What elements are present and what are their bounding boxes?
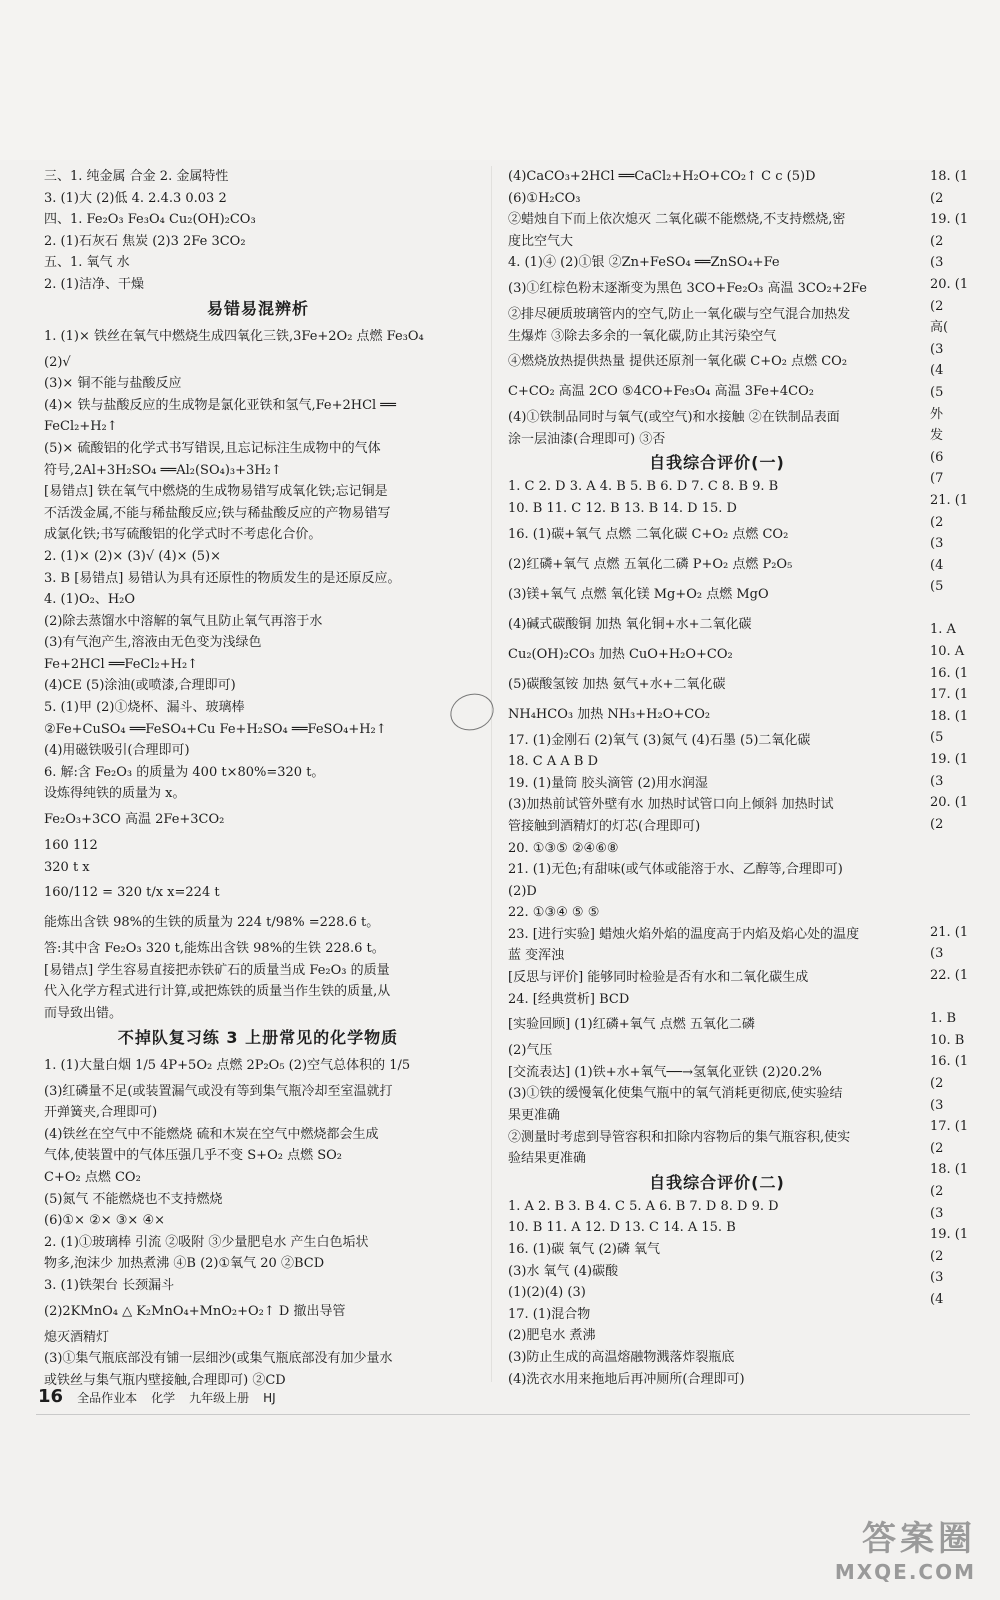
answer-line: (2)肥皂水 煮沸 (508, 1328, 596, 1344)
answer-line: (3)水 氧气 (4)碳酸 (508, 1263, 619, 1279)
answer-line: (4)①铁制品同时与氧气(或空气)和水接触 ②在铁制品表面 (508, 410, 840, 426)
answer-line: 17. (1 (930, 687, 969, 703)
section-heading-self-eval-2: 自我综合评价(二) (649, 1172, 785, 1192)
answer-line: 而导致出错。 (44, 1006, 123, 1021)
answer-line: 高( (930, 320, 949, 336)
answer-line: 2. (1)石灰石 焦炭 (2)3 2Fe 3CO₂ (44, 233, 246, 249)
answer-line: (1)(2)(4) (3) (508, 1285, 586, 1301)
answer-line: 18. C A A B D (508, 754, 599, 770)
answer-line: (3)× 铜不能与盐酸反应 (44, 376, 182, 392)
answer-line: (3)加热前试管外壁有水 加热时试管口向上倾斜 加热时试 (508, 797, 834, 813)
answer-line: 四、1. Fe₂O₃ Fe₃O₄ Cu₂(OH)₂CO₃ (44, 212, 256, 228)
answer-line: 19. (1)量筒 胶头滴管 (2)用水润湿 (508, 775, 708, 791)
answer-line: (4 (930, 557, 944, 573)
answer-line: (3)①铁的缓慢氧化使集气瓶中的氧气消耗更彻底,使实验结 (508, 1086, 843, 1102)
answer-line: (6)①× ②× ③× ④× (44, 1213, 165, 1229)
answer-line: 1. B (930, 1011, 957, 1027)
subject-label: 化学 (151, 1391, 176, 1405)
answer-line: (2 (930, 190, 944, 206)
page-number: 16 (38, 1386, 64, 1407)
answer-line: (4)CaCO₃+2HCl ══CaCl₂+H₂O+CO₂↑ C c (5)D (508, 169, 816, 184)
answer-line: (4)× 铁与盐酸反应的生成物是氯化亚铁和氢气,Fe+2HCl ══ (44, 397, 396, 413)
answer-line: 能炼出含铁 98%的生铁的质量为 224 t/98% =228.6 t。 (44, 915, 380, 931)
answer-line: 19. (1 (930, 752, 969, 768)
answer-line: 1. A (930, 622, 956, 638)
answer-line: (2 (930, 1183, 944, 1199)
answer-line: (5 (930, 730, 944, 746)
answer-line (930, 598, 1000, 620)
answer-line: C+O₂ 点燃 CO₂ (44, 1169, 141, 1185)
answer-line: 2. (1)洁净、干燥 (44, 276, 144, 292)
answer-line: (2 (930, 1140, 944, 1156)
answer-line: 17. (1)金刚石 (2)氧气 (3)氮气 (4)石墨 (5)二氧化碳 (508, 732, 811, 748)
answer-line: ④燃烧放热提供热量 提供还原剂一氧化碳 C+O₂ 点燃 CO₂ (508, 354, 848, 370)
answer-line: (4 (930, 363, 944, 379)
site-watermark-logo (766, 1511, 976, 1584)
answer-line: 20. (1 (930, 795, 969, 811)
answer-line: 1. A 2. B 3. B 4. C 5. A 6. B 7. D 8. D 9. D (508, 1198, 779, 1214)
answer-line: (2)气压 (508, 1043, 553, 1059)
answer-line: 答:其中含 Fe₂O₃ 320 t,能炼出含铁 98%的生铁 228.6 t。 (44, 941, 385, 957)
answer-line: 3. B [易错点] 易错认为具有还原性的物质发生的是还原反应。 (44, 570, 401, 586)
answer-line: ②排尽硬质玻璃管内的空气,防止一氧化碳与空气混合加热发 (508, 306, 851, 322)
answer-line: 20. (1 (930, 276, 969, 292)
answer-line: (4)CE (5)涂油(或喷漆,合理即可) (44, 678, 236, 694)
answer-line: 4. (1)O₂、H₂O (44, 592, 136, 608)
answer-line: (3)①红棕色粉末逐渐变为黑色 3CO+Fe₂O₃ 高温 3CO₂+2Fe (508, 280, 867, 296)
answer-line: 10. B 11. A 12. D 13. C 14. A 15. B (508, 1220, 736, 1236)
book-title: 全品作业本 (77, 1391, 138, 1405)
answer-line: (5)× 硫酸铝的化学式书写错误,且忘记标注生成物中的气体 (44, 440, 381, 456)
left-column (44, 166, 472, 1391)
answer-line: 16. (1)碳 氧气 (2)磷 氧气 (508, 1242, 661, 1257)
answer-line: 23. [进行实验] 蜡烛火焰外焰的温度高于内焰及焰心处的温度 (508, 926, 860, 942)
answer-line: (2 (930, 816, 944, 832)
grade-label: 九年级上册 (189, 1391, 250, 1405)
answer-line: ②蜡烛自下而上依次熄灭 二氧化碳不能燃烧,不支持燃烧,密 (508, 212, 846, 228)
answer-line: 果更准确 (508, 1108, 561, 1124)
answer-line: 16. (1)碳+氧气 点燃 二氧化碳 C+O₂ 点燃 CO₂ (508, 526, 789, 542)
section-heading-review-3: 不掉队复习练 3 上册常见的化学物质 (117, 1027, 399, 1047)
answer-line: 生爆炸 ③除去多余的一氧化碳,防止其污染空气 (508, 328, 777, 344)
answer-line: (3)有气泡产生,溶液由无色变为浅绿色 (44, 635, 262, 651)
answer-line: 1. (1)大量白烟 1/5 4P+5O₂ 点燃 2P₂O₅ (2)空气总体积的 1/5 (44, 1057, 411, 1073)
equation-line: 160/112 = 320 t/x x=224 t (44, 885, 220, 901)
answer-line: (2 (930, 514, 944, 530)
answer-line: [易错点] 学生容易直接把赤铁矿石的质量当成 Fe₂O₃ 的质量 (44, 962, 390, 978)
answer-line (930, 987, 1000, 1009)
answer-line: 五、1. 氧气 水 (44, 255, 130, 271)
answer-line: (6 (930, 449, 944, 465)
answer-line: (4)洗衣水用来拖地后再冲厕所(合理即可) (508, 1371, 745, 1387)
answer-line: (2 (930, 298, 944, 314)
answer-line: 17. (1 (930, 1119, 969, 1135)
section-heading-error-analysis: 易错易混辨析 (206, 298, 309, 318)
answer-line: (5 (930, 579, 944, 595)
answer-line: (7 (930, 471, 944, 487)
answer-line: 符号,2Al+3H₂SO₄ ══Al₂(SO₄)₃+3H₂↑ (44, 462, 282, 478)
right-column-cropped (930, 166, 1000, 1310)
answer-line: (4)铁丝在空气中不能燃烧 硫和木炭在空气中燃烧都会生成 (44, 1126, 379, 1142)
answer-line: 18. (1 (930, 1162, 969, 1178)
answer-line: ②测量时考虑到导管容积和扣除内容物后的集气瓶容积,使实 (508, 1129, 851, 1145)
answer-line (930, 900, 1000, 922)
answer-line: 发 (930, 428, 944, 444)
answer-line: (3 (930, 341, 944, 357)
answer-line: 18. (1 (930, 169, 969, 184)
answer-line: 验结果更准确 (508, 1151, 587, 1167)
equation-line: Fe₂O₃+3CO 高温 2Fe+3CO₂ (44, 812, 225, 828)
answer-line: (3 (930, 1097, 944, 1113)
blank-top-area (0, 0, 1000, 160)
equation-line: 160 112 (44, 838, 98, 854)
answer-line: 管接触到酒精灯的灯芯(合理即可) (508, 818, 701, 834)
watermark-url: MXQE.COM (834, 1560, 976, 1584)
answer-line: (2 (930, 1075, 944, 1091)
answer-line: (2)D (508, 883, 537, 899)
answer-line: (4 (930, 1291, 944, 1307)
answer-line: [实验回顾] (1)红磷+氧气 点燃 五氧化二磷 (508, 1017, 755, 1033)
watermark-text: 答案圈 (862, 1519, 976, 1559)
answer-line: (2)除去蒸馏水中溶解的氧气且防止氧气再溶于水 (44, 613, 323, 629)
answer-line: 3. (1)大 (2)低 4. 2.4.3 0.03 2 (44, 190, 227, 206)
answer-line: 18. (1 (930, 708, 969, 724)
answer-line: 16. (1 (930, 665, 969, 681)
answer-line: 1. (1)× 铁丝在氧气中燃烧生成四氧化三铁,3Fe+2O₂ 点燃 Fe₃O₄ (44, 328, 424, 344)
answer-line: [交流表达] (1)铁+水+氧气──→氢氧化亚铁 (2)20.2% (508, 1064, 822, 1080)
answer-line: 4. (1)④ (2)①银 ②Zn+FeSO₄ ══ZnSO₄+Fe (508, 255, 780, 271)
answer-line: (3 (930, 946, 944, 962)
answer-line: [易错点] 铁在氧气中燃烧的生成物易错写成氧化铁;忘记铜是 (44, 484, 388, 500)
answer-line: 设炼得纯铁的质量为 x。 (44, 786, 186, 802)
middle-column (508, 166, 926, 1390)
answer-line (930, 879, 1000, 901)
answer-line: 度比空气大 (508, 233, 574, 249)
answer-line: 10. B 11. C 12. B 13. B 14. D 15. D (508, 500, 737, 516)
answer-line: 16. (1 (930, 1054, 969, 1070)
page-footer (38, 1386, 968, 1407)
column-divider (491, 166, 492, 1382)
answer-line: 涂一层油漆(合理即可) ③否 (508, 431, 666, 447)
answer-line: (5 (930, 384, 944, 400)
answer-line: (2 (930, 1248, 944, 1264)
answer-line: 21. (1 (930, 492, 969, 508)
answer-line: Fe+2HCl ══FeCl₂+H₂↑ (44, 656, 199, 672)
answer-line: 10. A (930, 644, 965, 660)
answer-line: (3 (930, 1205, 944, 1221)
answer-line: 22. ①③④ ⑤ ⑤ (508, 905, 600, 921)
answer-line: (2)√ (44, 354, 71, 370)
answer-line: (3)红磷量不足(或装置漏气或没有等到集气瓶冷却至室温就打 (44, 1083, 393, 1099)
answer-line: FeCl₂+H₂↑ (44, 419, 118, 435)
answer-line: (3)防止生成的高温熔融物溅落炸裂瓶底 (508, 1349, 735, 1365)
footer-rule (36, 1414, 970, 1415)
answer-line: (5)氮气 不能燃烧也不支持燃烧 (44, 1191, 223, 1207)
answer-line: (3 (930, 255, 944, 271)
answer-line: 21. (1 (930, 924, 969, 940)
answer-line: 21. (1)无色;有甜味(或气体或能溶于水、乙醇等,合理即可) (508, 862, 843, 878)
answer-line: 1. C 2. D 3. A 4. B 5. B 6. D 7. C 8. B 9. B (508, 479, 779, 495)
answer-line: (3 (930, 1270, 944, 1286)
answer-line: 不活泼金属,不能与稀盐酸反应;铁与稀盐酸反应的产物易错写 (44, 505, 391, 521)
answer-line: 5. (1)甲 (2)①烧杯、漏斗、玻璃棒 (44, 700, 245, 716)
answer-line: (3 (930, 773, 944, 789)
answer-line: 物多,泡沫少 加热煮沸 ④B (2)①氧气 20 ②BCD (44, 1256, 325, 1272)
answer-line: (2)红磷+氧气 点燃 五氧化二磷 P+O₂ 点燃 P₂O₅ (508, 556, 793, 572)
answer-line: 三、1. 纯金属 合金 2. 金属特性 (44, 169, 229, 184)
answer-line: 20. ①③⑤ ②④⑥⑧ (508, 840, 619, 856)
answer-line: 10. B (930, 1032, 965, 1048)
answer-line: (3)①集气瓶底部没有铺一层细沙(或集气瓶底部没有加少量水 (44, 1351, 393, 1367)
answer-line: 熄灭酒精灯 (44, 1329, 110, 1345)
answer-line: 蓝 变浑浊 (508, 948, 565, 964)
answer-line: 气体,使装置中的气体压强几乎不变 S+O₂ 点燃 SO₂ (44, 1148, 342, 1164)
answer-line: (3 (930, 536, 944, 552)
answer-line: 3. (1)铁架台 长颈漏斗 (44, 1277, 175, 1293)
answer-line: 代入化学方程式进行计算,或把炼铁的质量当作生铁的质量,从 (44, 984, 391, 1000)
edition-label: HJ (263, 1391, 276, 1405)
section-heading-self-eval-1: 自我综合评价(一) (649, 453, 785, 473)
answer-line: 19. (1 (930, 212, 969, 228)
answer-line: (4)碱式碳酸铜 加热 氧化铜+水+二氧化碳 (508, 616, 752, 632)
answer-line: 24. [经典赏析] BCD (508, 991, 630, 1007)
answer-line: 19. (1 (930, 1227, 969, 1243)
answer-line: 开弹簧夹,合理即可) (44, 1105, 158, 1121)
answer-line: (3)镁+氧气 点燃 氧化镁 Mg+O₂ 点燃 MgO (508, 586, 769, 602)
answer-line (930, 857, 1000, 879)
answer-line: [反思与评价] 能够同时检验是否有水和二氧化碳生成 (508, 970, 809, 986)
answer-line: 6. 解:含 Fe₂O₃ 的质量为 400 t×80%=320 t。 (44, 764, 325, 780)
answer-line: 或铁丝与集气瓶内壁接触,合理即可) ②CD (44, 1372, 286, 1388)
answer-line: NH₄HCO₃ 加热 NH₃+H₂O+CO₂ (508, 706, 711, 722)
answer-line: (2)2KMnO₄ △ K₂MnO₄+MnO₂+O₂↑ D 撤出导管 (44, 1303, 346, 1319)
answer-line: 外 (930, 406, 944, 422)
answer-line: (4)用磁铁吸引(合理即可) (44, 743, 190, 759)
answer-line: ②Fe+CuSO₄ ══FeSO₄+Cu Fe+H₂SO₄ ══FeSO₄+H₂↑ (44, 721, 387, 737)
answer-line: 2. (1)× (2)× (3)√ (4)× (5)× (44, 548, 221, 564)
answer-line: 成氯化铁;书写硫酸铝的化学式时不考虑化合价。 (44, 527, 322, 543)
answer-line: Cu₂(OH)₂CO₃ 加热 CuO+H₂O+CO₂ (508, 646, 733, 662)
answer-line (930, 835, 1000, 857)
answer-line: (6)①H₂CO₃ (508, 190, 581, 206)
answer-line: (5)碳酸氢铵 加热 氨气+水+二氧化碳 (508, 676, 726, 692)
answer-line: 17. (1)混合物 (508, 1306, 591, 1322)
equation-line: 320 t x (44, 859, 90, 875)
answer-line: (2 (930, 233, 944, 249)
answer-line: C+CO₂ 高温 2CO ⑤4CO+Fe₃O₄ 高温 3Fe+4CO₂ (508, 384, 814, 400)
answer-line: 2. (1)①玻璃棒 引流 ②吸附 ③少量肥皂水 产生白色垢状 (44, 1234, 369, 1250)
answer-line: 22. (1 (930, 967, 969, 983)
